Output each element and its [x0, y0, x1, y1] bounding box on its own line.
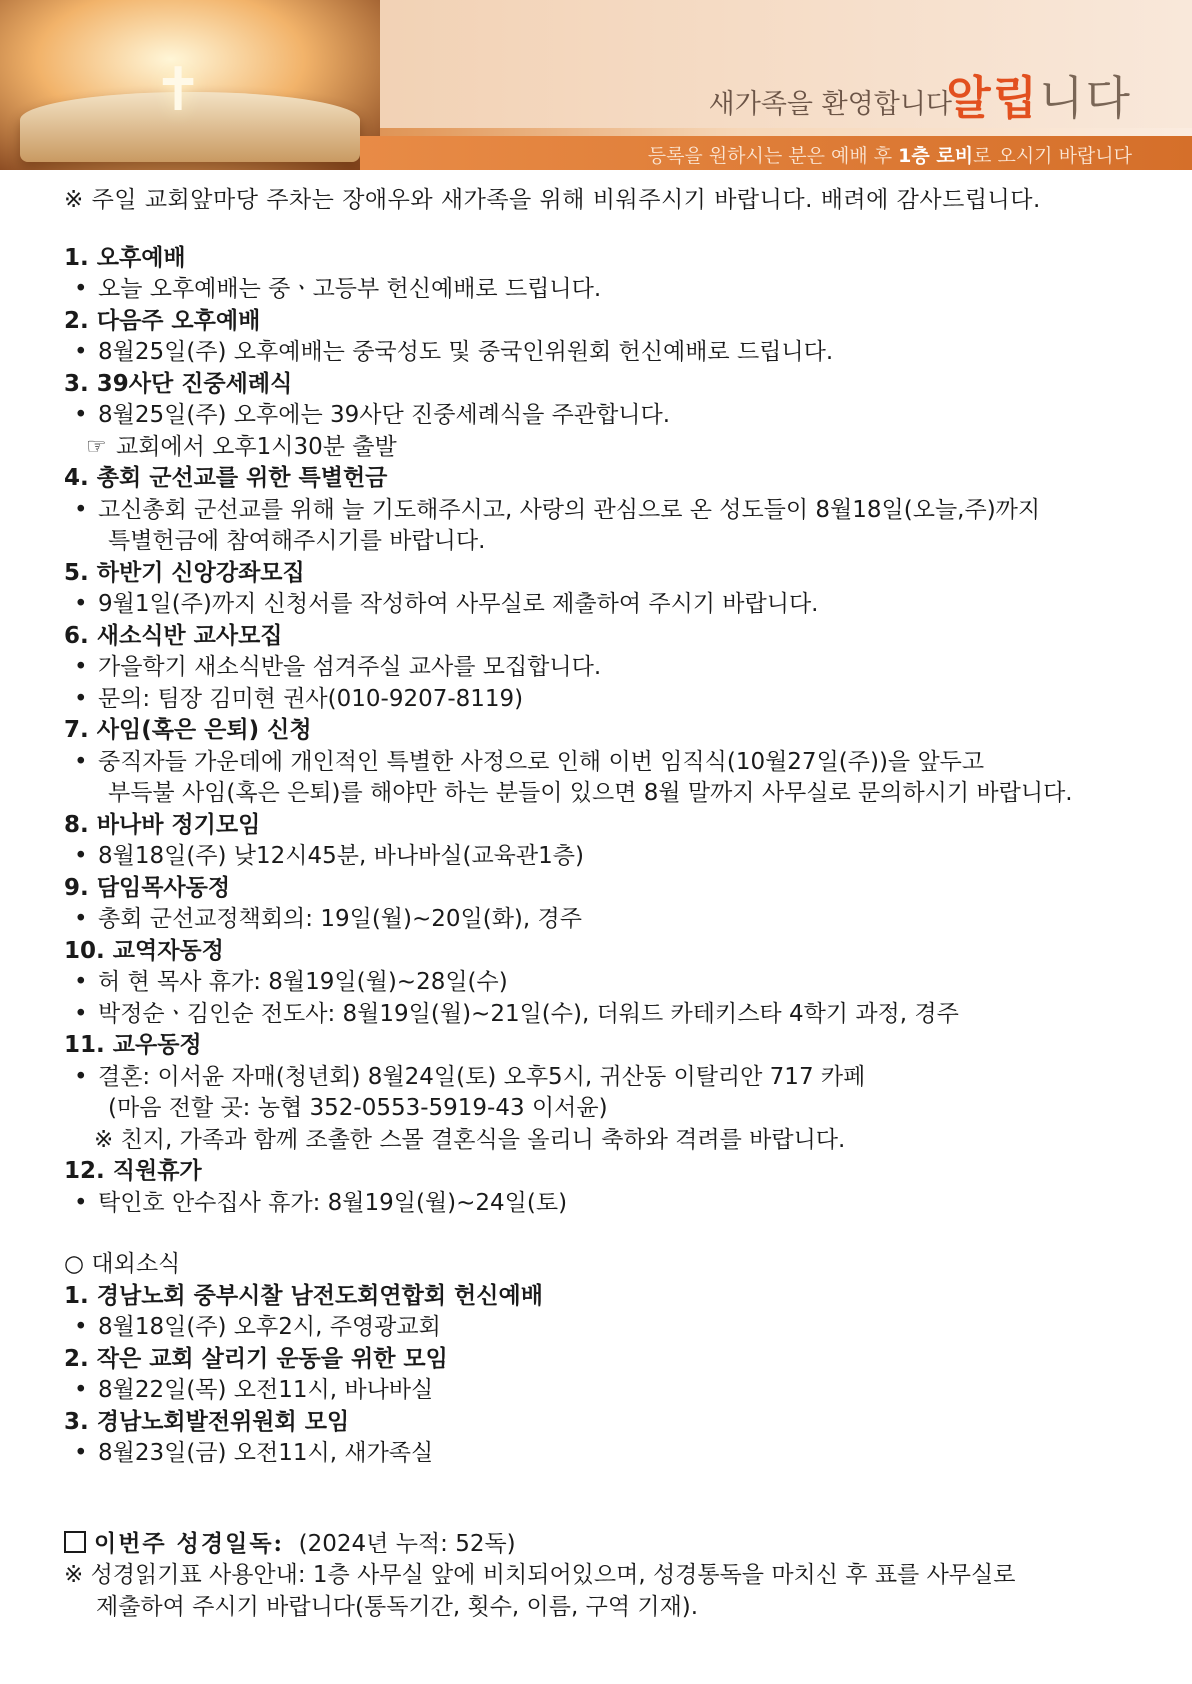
pointing-hand-icon: ☞: [86, 433, 107, 460]
item-7-bullet: [64, 747, 1174, 810]
bullet-text: 허 현 목사 휴가: 8월19일(월)~28일(수): [98, 969, 508, 995]
item-title: 총회 군선교를 위한 특별헌금: [96, 465, 388, 491]
item-6-bullet-1: [64, 652, 1174, 684]
bullet-text: 가을학기 새소식반을 섬겨주실 교사를 모집합니다.: [98, 654, 602, 680]
item-10-bullet-2: [64, 999, 1174, 1031]
outside-item-3-bullet: [64, 1438, 1174, 1470]
item-title: 새소식반 교사모집: [96, 622, 283, 649]
item-1-title: [64, 243, 1174, 275]
item-num: 5.: [64, 559, 89, 586]
item-3-bullet: [64, 400, 1174, 432]
item-title: 담임목사동정: [96, 874, 231, 901]
item-6-title: [64, 621, 1174, 653]
announcements: [64, 185, 1174, 1623]
item-2-title: [64, 306, 1174, 338]
bullet-continuation: 부득불 사임(혹은 은퇴)를 해야만 하는 분들이 있으면 8월 말까지 사무실로 문의하시기 바랍니다.: [108, 780, 1073, 806]
item-8-title: [64, 810, 1174, 842]
bullet-icon: •: [74, 276, 88, 302]
item-title: 경남노회발전위원회 모임: [96, 1408, 350, 1435]
item-title: 다음주 오후예배: [96, 307, 261, 334]
item-num: 11.: [64, 1032, 105, 1058]
item-8-bullet: [64, 841, 1174, 873]
bullet-text: 탁인호 안수집사 휴가: 8월19일(월)~24일(토): [98, 1189, 568, 1216]
cross-icon: ✝: [152, 55, 204, 125]
bullet-text: 8월25일(주) 오후에는 39사단 진중세례식을 주관합니다.: [98, 402, 671, 428]
item-title: 직원휴가: [112, 1158, 202, 1184]
bullet-text: 8월25일(주) 오후예배는 중국성도 및 중국인위원회 헌신예배로 드립니다.: [98, 339, 834, 365]
spacer: [64, 1219, 1174, 1249]
item-11-title: [64, 1030, 1174, 1062]
register-text: [648, 141, 1132, 168]
page-title: [946, 62, 1132, 128]
bullet-text: 중직자들 가운데에 개인적인 특별한 사정으로 인해 이번 임직식(10월27일(주))을 앞두고: [98, 748, 985, 775]
item-7-title: [64, 715, 1174, 747]
item-9-title: [64, 873, 1174, 905]
item-1-bullet: [64, 274, 1174, 306]
title-main: 알립: [946, 71, 1040, 125]
item-title: 바나바 정기모임: [96, 811, 261, 838]
bible-reading: [64, 1528, 1174, 1561]
item-num: 3.: [64, 1408, 89, 1435]
item-10-bullet-1: [64, 967, 1174, 999]
bullet-icon: •: [74, 1314, 88, 1340]
bullet-icon: •: [74, 685, 88, 712]
item-num: 2.: [64, 307, 89, 334]
bullet-icon: •: [74, 843, 88, 869]
register-em: 1층 로비: [898, 145, 974, 167]
register-pre: 등록을 원하시는 분은 예배 후: [647, 145, 899, 167]
header-banner: [0, 0, 1192, 170]
reading-count: (2024년 누적: 52독): [298, 1530, 516, 1557]
bullet-text: 문의: 팀장 김미현 권사(010-9207-8119): [98, 685, 524, 712]
bullet-text: 총회 군선교정책회의: 19일(월)~20일(화), 경주: [98, 906, 582, 932]
item-10-title: [64, 936, 1174, 968]
bullet-icon: •: [74, 748, 88, 775]
bullet-text: 8월18일(주) 오후2시, 주영광교회: [98, 1314, 441, 1340]
item-num: 9.: [64, 874, 89, 901]
item-num: 1.: [64, 1282, 89, 1309]
item-12-title: [64, 1156, 1174, 1188]
bullet-icon: •: [74, 339, 88, 365]
bullet-icon: •: [74, 496, 88, 523]
register-post: 로 오시기 바랍니다: [973, 145, 1132, 167]
bullet-continuation: 특별헌금에 참여해주시기를 바랍니다.: [108, 528, 486, 554]
bullet-icon: •: [74, 1377, 88, 1403]
item-title: 교우동정: [112, 1032, 202, 1058]
welcome-text: 새가족을 환영합니다: [708, 89, 952, 120]
bullet-text: 결혼: 이서윤 자매(청년회) 8월24일(토) 오후5시, 귀산동 이탈리안 717 카페: [98, 1063, 866, 1090]
bullet-icon: •: [74, 654, 88, 680]
item-3-title: [64, 369, 1174, 401]
bullet-icon: •: [74, 1063, 88, 1090]
item-title: 작은 교회 살리기 운동을 위한 모임: [96, 1345, 448, 1372]
reading-note: [64, 1560, 1174, 1623]
bullet-continuation: (마음 전할 곳: 농협 352-0553-5919-43 이서윤): [108, 1095, 608, 1121]
item-2-bullet: [64, 337, 1174, 369]
bullet-text: 8월23일(금) 오전11시, 새가족실: [98, 1440, 434, 1466]
bullet-icon: •: [74, 906, 88, 932]
item-num: 10.: [64, 937, 105, 964]
item-3-sub: [64, 432, 1174, 464]
outside-item-2-bullet: [64, 1375, 1174, 1407]
bullet-text: 오늘 오후예배는 중ㆍ고등부 헌신예배로 드립니다.: [98, 276, 602, 302]
item-12-bullet: [64, 1188, 1174, 1220]
sub-text: 교회에서 오후1시30분 출발: [116, 433, 397, 460]
parking-note: ※ 주일 교회앞마당 주차는 장애우와 새가족을 위해 비워주시기 바랍니다. 배려에 감사드립니다.: [64, 187, 1041, 213]
reading-label: 이번주 성경일독:: [94, 1529, 285, 1557]
item-4-bullet: [64, 495, 1174, 558]
bullet-icon: •: [74, 969, 88, 995]
bullet-icon: •: [74, 1000, 88, 1027]
reading-note-line-1: ※ 성경읽기표 사용안내: 1층 사무실 앞에 비치되어있으며, 성경통독을 마치신 후 표를 사무실로: [64, 1562, 1016, 1588]
item-title: 사임(혹은 은퇴) 신청: [96, 717, 312, 743]
item-6-bullet-2: [64, 684, 1174, 716]
bullet-text: 9월1일(주)까지 신청서를 작성하여 사무실로 제출하여 주시기 바랍니다.: [98, 591, 819, 617]
item-title: 경남노회 중부시찰 남전도회연합회 헌신예배: [96, 1282, 543, 1309]
item-11-bullet: [64, 1062, 1174, 1125]
outside-news-heading: ○ 대외소식: [64, 1251, 181, 1277]
item-num: 7.: [64, 717, 89, 743]
item-num: 2.: [64, 1345, 89, 1372]
item-num: 1.: [64, 244, 89, 271]
title-rest: 니다: [1039, 71, 1132, 125]
bullet-text: 고신총회 군선교를 위해 늘 기도해주시고, 사랑의 관심으로 온 성도들이 8월18일(오늘,주)까지: [98, 496, 1041, 523]
outside-item-2-title: [64, 1344, 1174, 1376]
item-11-note: ※ 친지, 가족과 함께 조촐한 스몰 결혼식을 올리니 축하와 격려를 바랍니다.: [94, 1126, 846, 1153]
outside-item-1-title: [64, 1281, 1174, 1313]
bullet-icon: •: [74, 402, 88, 428]
bullet-icon: •: [74, 1440, 88, 1466]
item-num: 6.: [64, 622, 89, 649]
item-num: 12.: [64, 1158, 105, 1184]
bullet-icon: •: [74, 1189, 88, 1216]
bullet-text: 8월18일(주) 낮12시45분, 바나바실(교육관1층): [98, 843, 584, 869]
item-title: 39사단 진중세례식: [96, 370, 293, 397]
bullet-text: 박정순ㆍ김인순 전도사: 8월19일(월)~21일(수), 더워드 카테키스타 4학기 과정, 경주: [98, 1000, 959, 1027]
item-5-title: [64, 558, 1174, 590]
item-title: 교역자동정: [112, 937, 224, 964]
bullet-text: 8월22일(목) 오전11시, 바나바실: [98, 1377, 434, 1403]
bullet-icon: •: [74, 591, 88, 617]
item-4-title: [64, 463, 1174, 495]
item-9-bullet: [64, 904, 1174, 936]
reading-note-line-2: 제출하여 주시기 바랍니다(통독기간, 횟수, 이름, 구역 기재).: [96, 1593, 699, 1620]
item-num: 3.: [64, 370, 89, 397]
item-5-bullet: [64, 589, 1174, 621]
checkbox-icon: [64, 1531, 86, 1553]
item-title: 하반기 신앙강좌모집: [96, 559, 305, 586]
item-title: 오후예배: [96, 244, 186, 271]
item-num: 4.: [64, 465, 89, 491]
outside-item-1-bullet: [64, 1312, 1174, 1344]
item-num: 8.: [64, 811, 89, 838]
outside-item-3-title: [64, 1407, 1174, 1439]
